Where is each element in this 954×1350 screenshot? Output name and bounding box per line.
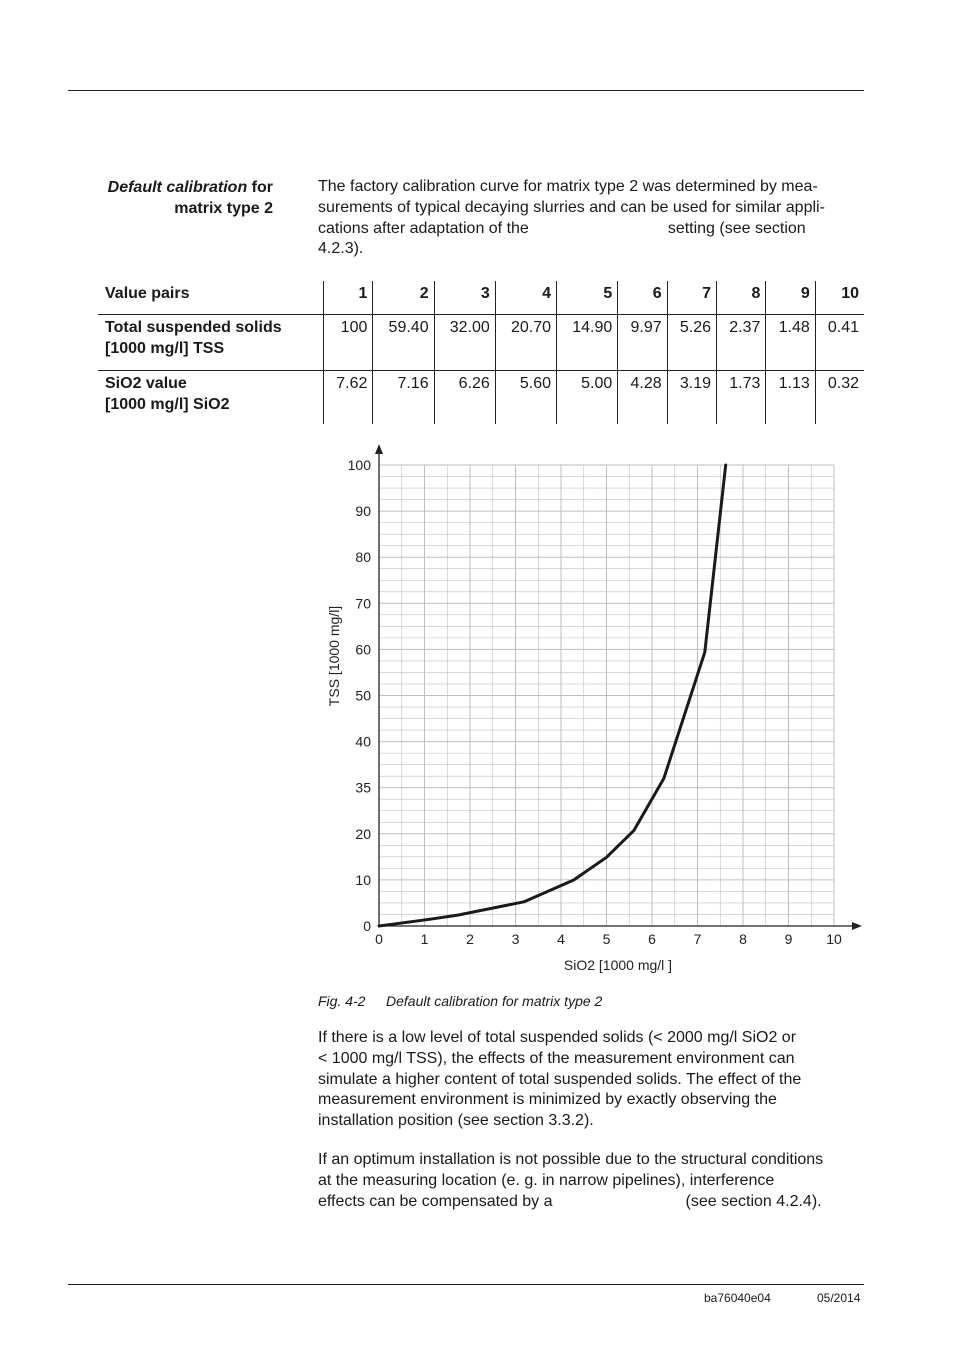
body-line (318, 1192, 864, 1213)
table-cell: 32.00 (434, 315, 495, 371)
table-header-label: Value pairs (105, 285, 190, 302)
y-tick-label: 35 (355, 779, 371, 796)
intro-line (318, 219, 864, 240)
table-cell: 7.16 (373, 371, 434, 425)
y-tick-label: 60 (355, 641, 371, 658)
body-line-part: (see section 4.2.4). (685, 1192, 822, 1210)
table-header-cell: 9 (766, 281, 815, 315)
intro-line-part: setting (see section (667, 219, 806, 237)
y-tick-label: 70 (355, 595, 371, 612)
table-cell: 0.32 (815, 371, 864, 425)
table-header-cell: 4 (495, 281, 556, 315)
x-tick-label: 1 (420, 931, 429, 947)
side-heading (70, 177, 273, 219)
table-row-label-line: [1000 mg/l] SiO2 (105, 395, 230, 413)
body-line: simulate a higher content of total suspended solids. The effect of the (318, 1070, 802, 1088)
figure-number: Fig. 4-2 (318, 993, 366, 1009)
y-tick-label: 0 (363, 918, 371, 934)
table-header-cell: 2 (373, 281, 434, 315)
table-row (98, 371, 864, 425)
footer-doc-id: ba76040e04 (704, 1291, 771, 1305)
chart-y-axis-label: TSS [1000 mg/l] (326, 605, 342, 707)
value-pairs-table (98, 281, 864, 424)
footer-date: 05/2014 (817, 1291, 861, 1305)
calibration-chart (318, 440, 864, 985)
table-cell: 6.26 (434, 371, 495, 425)
intro-line: 4.2.3). (318, 240, 364, 258)
table-row-label-line: [1000 mg/l] TSS (105, 339, 225, 357)
intro-line: The factory calibration curve for matrix type 2 was determined by mea- (318, 178, 818, 195)
y-tick-label: 90 (355, 503, 371, 520)
table-header-cell: 8 (717, 281, 766, 315)
body-line: installation position (see section 3.3.2). (318, 1112, 594, 1130)
y-tick-label: 20 (355, 825, 371, 842)
figure-title: Default calibration for matrix type 2 (386, 993, 603, 1009)
y-tick-label: 100 (347, 457, 371, 473)
chart-tick-labels (348, 457, 842, 947)
table-header-cell: 3 (434, 281, 495, 315)
y-tick-label: 40 (355, 733, 371, 750)
table-row-label-line: SiO2 value (105, 375, 187, 392)
y-tick-label: 10 (355, 871, 371, 888)
table-cell: 3.19 (667, 371, 716, 425)
body-line: at the measuring location (e. g. in narrow pipelines), interference (318, 1171, 775, 1189)
table-cell: 7.62 (324, 371, 373, 425)
table-cell: 5.60 (495, 371, 556, 425)
body-line-part: effects can be compensated by a (318, 1192, 553, 1210)
table-cell: 20.70 (495, 315, 556, 371)
table-row-label (98, 371, 324, 425)
table-row-label-line: Total suspended solids (105, 319, 282, 336)
side-heading-line2: matrix type 2 (174, 200, 273, 217)
body-paragraph-2 (318, 1150, 864, 1212)
table-header-cell: 1 (324, 281, 373, 315)
table-header-cell: 7 (667, 281, 716, 315)
table-header-cell: 10 (815, 281, 864, 315)
table-cell: 14.90 (557, 315, 618, 371)
bottom-rule (68, 1284, 864, 1285)
x-axis-arrow (852, 922, 862, 930)
x-tick-label: 3 (511, 931, 520, 947)
table-header-row (98, 281, 864, 315)
table-cell: 4.28 (618, 371, 667, 425)
x-tick-label: 8 (739, 931, 747, 947)
intro-line: surements of typical decaying slurries and can be used for similar appli- (318, 198, 825, 216)
table-cell: 5.26 (667, 315, 716, 371)
body-line: < 1000 mg/l TSS), the effects of the measurement environment can (318, 1049, 795, 1067)
table-cell: 1.48 (766, 315, 815, 371)
intro-line-part: cations after adaptation of the (318, 219, 529, 237)
body-line: If there is a low level of total suspended solids (< 2000 mg/l SiO2 or (318, 1029, 797, 1046)
y-tick-label: 80 (355, 549, 371, 566)
x-tick-label: 9 (784, 931, 793, 947)
x-tick-label: 7 (693, 931, 702, 947)
body-paragraph-1 (318, 1028, 864, 1132)
x-tick-label: 2 (466, 931, 474, 947)
table-cell: 1.73 (717, 371, 766, 425)
top-rule (68, 90, 864, 91)
table-cell: 5.00 (557, 371, 618, 425)
intro-paragraph (318, 177, 864, 260)
table-cell: 100 (324, 315, 373, 371)
table-header-cell: 6 (618, 281, 667, 315)
table-cell: 1.13 (766, 371, 815, 425)
table-cell: 0.41 (815, 315, 864, 371)
body-line: If an optimum installation is not possible due to the structural conditions (318, 1151, 824, 1168)
table-cell: 9.97 (618, 315, 667, 371)
figure-caption (318, 993, 602, 1009)
table-cell: 2.37 (717, 315, 766, 371)
table-row-label (98, 315, 324, 371)
chart-x-axis-label: SiO2 [1000 mg/l ] (563, 957, 673, 973)
body-line: measurement environment is minimized by exactly observing the (318, 1091, 777, 1109)
table-cell: 59.40 (373, 315, 434, 371)
side-heading-italic: Default calibration (107, 179, 248, 196)
y-tick-label: 50 (355, 687, 371, 704)
y-axis-arrow (375, 444, 383, 454)
x-tick-label: 4 (557, 931, 565, 947)
table-header-cell: 5 (557, 281, 618, 315)
side-heading-rest: for (247, 179, 273, 196)
table-row (98, 315, 864, 371)
x-tick-label: 5 (602, 931, 611, 947)
x-tick-label: 0 (375, 931, 383, 947)
x-tick-label: 6 (648, 931, 656, 947)
x-tick-label: 10 (826, 931, 842, 947)
